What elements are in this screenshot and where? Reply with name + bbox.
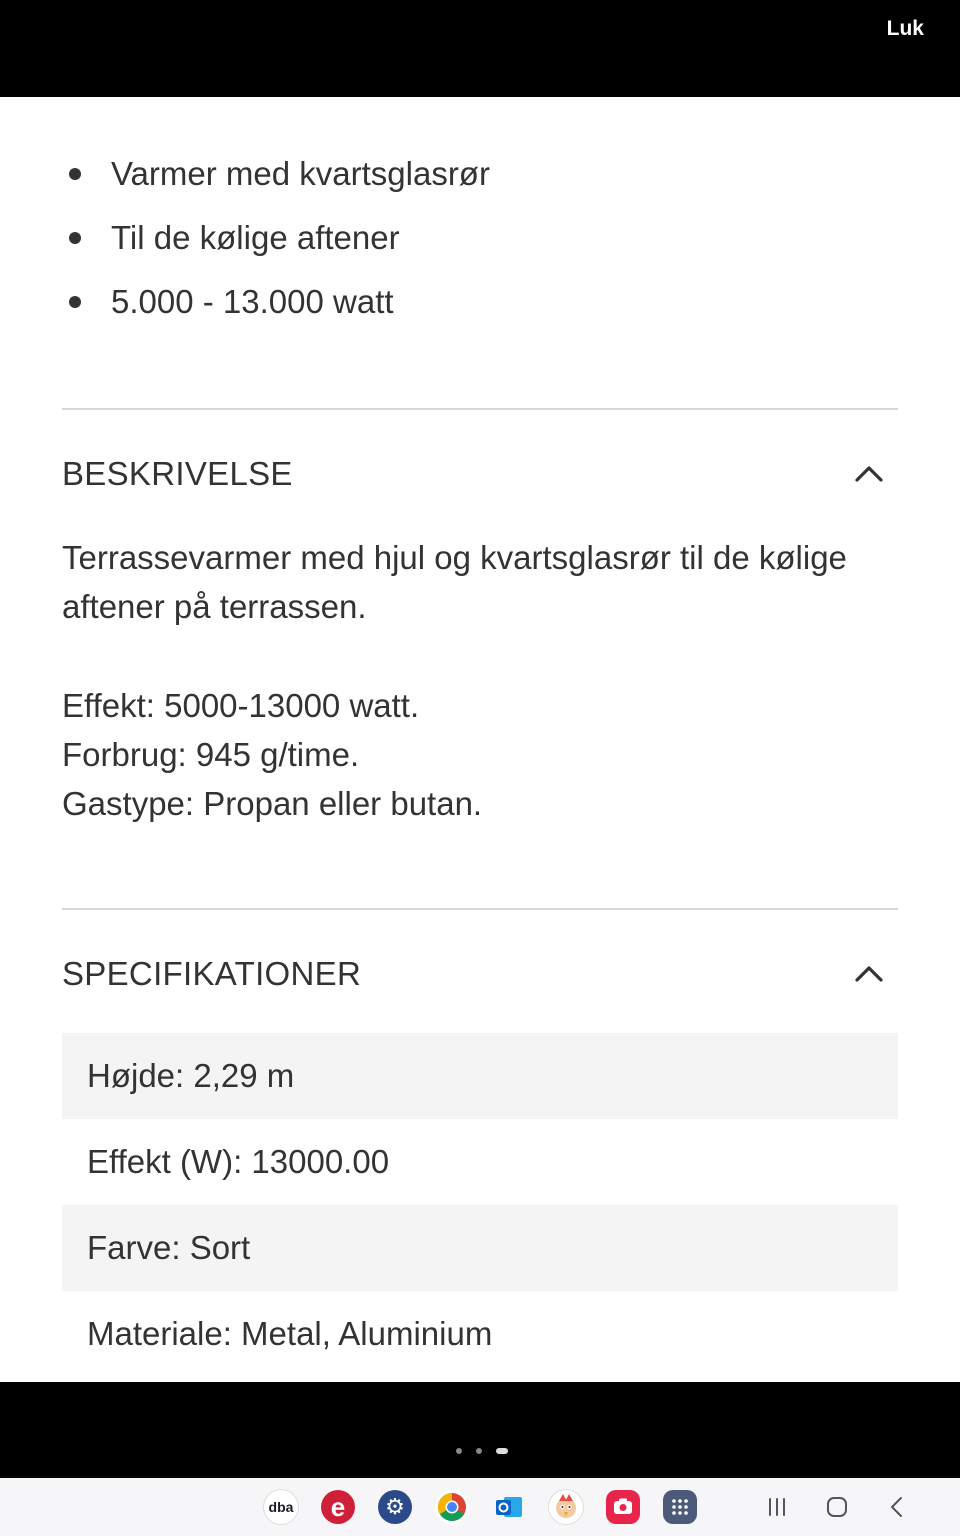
highlight-item: 5.000 - 13.000 watt xyxy=(62,280,490,344)
specifications-title: SPECIFIKATIONER xyxy=(62,955,362,992)
highlights-list xyxy=(62,152,490,344)
e-app-icon[interactable]: e xyxy=(321,1490,355,1524)
home-icon xyxy=(825,1496,849,1518)
section-divider xyxy=(62,408,898,410)
outlook-app-icon[interactable] xyxy=(492,1490,526,1524)
page-dot xyxy=(456,1448,462,1454)
outlook-icon xyxy=(494,1492,524,1522)
recents-button[interactable] xyxy=(762,1492,792,1522)
dba-app-icon[interactable]: dba xyxy=(264,1490,298,1524)
chevron-up-icon[interactable] xyxy=(854,963,884,983)
bullet-icon xyxy=(69,232,81,244)
mascot-icon xyxy=(551,1492,581,1522)
spec-row: Materiale: Metal, Aluminium xyxy=(87,1315,493,1352)
chrome-app-icon[interactable] xyxy=(435,1490,469,1524)
highlight-item: Varmer med kvartsglasrør xyxy=(62,152,490,216)
product-details xyxy=(0,97,960,1382)
camera-app-icon[interactable] xyxy=(606,1490,640,1524)
page-indicator xyxy=(456,1448,508,1454)
home-button[interactable] xyxy=(822,1492,852,1522)
spec-row: Farve: Sort xyxy=(62,1205,898,1291)
spec-row: Højde: 2,29 m xyxy=(62,1033,898,1119)
description-title: BESKRIVELSE xyxy=(62,455,293,492)
grid-icon[interactable] xyxy=(663,1490,697,1524)
back-icon xyxy=(885,1496,909,1518)
recents-icon xyxy=(765,1496,789,1518)
mascot-app-icon[interactable] xyxy=(549,1490,583,1524)
camera-icon xyxy=(612,1496,634,1518)
chevron-up-icon[interactable] xyxy=(854,463,884,483)
description-specs xyxy=(62,681,862,828)
description-paragraph: Terrassevarmer med hjul og kvartsglasrør til de kølige aftener på terrassen. xyxy=(62,539,847,625)
specifications-header[interactable] xyxy=(62,945,898,1005)
description-header[interactable] xyxy=(62,445,898,505)
pager-area xyxy=(0,1382,960,1478)
taskbar xyxy=(0,1478,960,1536)
top-bar xyxy=(0,0,960,97)
description-line: Gastype: Propan eller butan. xyxy=(62,785,483,822)
back-button[interactable] xyxy=(882,1492,912,1522)
highlight-item: Til de kølige aftener xyxy=(62,216,490,280)
spec-row: Effekt (W): 13000.00 xyxy=(87,1143,390,1180)
specifications-table xyxy=(62,1033,898,1377)
description-line: Effekt: 5000-13000 watt. xyxy=(62,687,420,724)
gear-app-icon[interactable]: ⚙ xyxy=(378,1490,412,1524)
page-dot-active xyxy=(496,1448,508,1454)
bullet-icon xyxy=(69,296,81,308)
page-dot xyxy=(476,1448,482,1454)
section-divider xyxy=(62,908,898,910)
description-line: Forbrug: 945 g/time. xyxy=(62,736,360,773)
app-drawer-icon xyxy=(670,1497,690,1517)
close-button[interactable]: Luk xyxy=(886,17,924,40)
bullet-icon xyxy=(69,168,81,180)
chrome-icon xyxy=(437,1492,467,1522)
